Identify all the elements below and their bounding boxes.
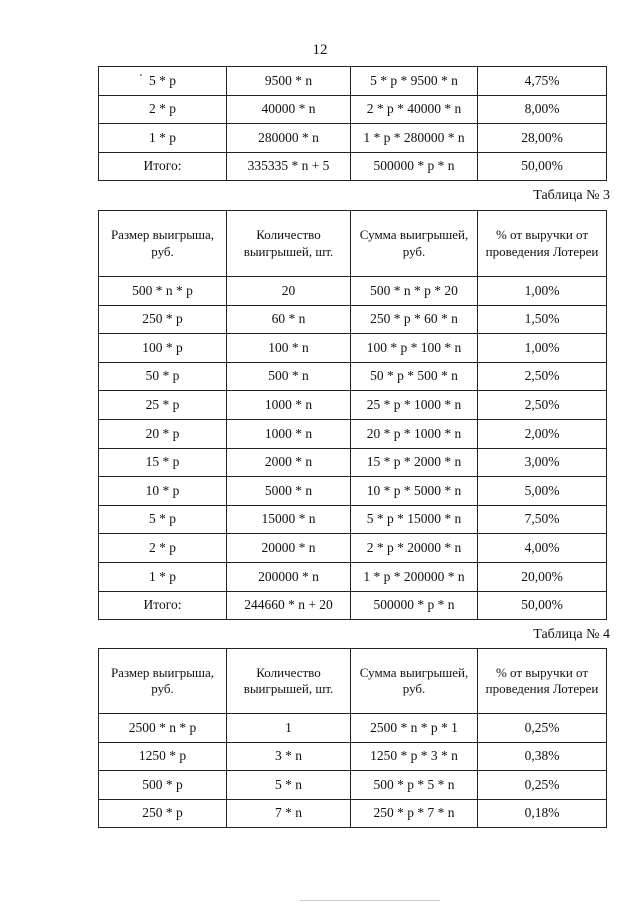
- table-3-body: [99, 211, 607, 620]
- table-cell: 40000 * n: [227, 95, 351, 124]
- table-cell: 0,25%: [478, 714, 607, 743]
- table-row: [99, 124, 607, 153]
- table-cell: 50 * p * 500 * n: [351, 362, 478, 391]
- table-row: [99, 714, 607, 743]
- table-cell: 1,00%: [478, 277, 607, 306]
- table-continuation-body: [99, 67, 607, 181]
- table-row: [99, 534, 607, 563]
- table-cell: 250 * p * 7 * n: [351, 799, 478, 828]
- table-cell: Итого:: [99, 591, 227, 620]
- table-cell: 20000 * n: [227, 534, 351, 563]
- table-4-body: [99, 649, 607, 828]
- table-cell: 500 * p * 5 * n: [351, 771, 478, 800]
- table-cell: 2 * p: [99, 95, 227, 124]
- table-cell: 1250 * p: [99, 742, 227, 771]
- table-cell: 200000 * n: [227, 562, 351, 591]
- table-cell: 2000 * n: [227, 448, 351, 477]
- table-cell: 15 * p * 2000 * n: [351, 448, 478, 477]
- table-cell: 8,00%: [478, 95, 607, 124]
- table-cell: 500 * n * p: [99, 277, 227, 306]
- table-cell: 1250 * p * 3 * n: [351, 742, 478, 771]
- table-cell: 500 * n: [227, 362, 351, 391]
- page-number: 12: [312, 42, 328, 58]
- header-cell: Сумма выигрышей, руб.: [351, 211, 478, 277]
- table-cell: 50,00%: [478, 591, 607, 620]
- table-row: [99, 799, 607, 828]
- table-cell: 15000 * n: [227, 505, 351, 534]
- header-cell: % от выручки от проведения Лотереи: [478, 211, 607, 277]
- table-cell: 1 * p: [99, 562, 227, 591]
- table-row: [99, 448, 607, 477]
- table-cell: 0,25%: [478, 771, 607, 800]
- table-cell: 7,50%: [478, 505, 607, 534]
- table-row: [99, 419, 607, 448]
- table-cell: 244660 * n + 20: [227, 591, 351, 620]
- table-cell: 3 * n: [227, 742, 351, 771]
- header-cell: Размер выигрыша, руб.: [99, 211, 227, 277]
- table-cell: 5000 * n: [227, 477, 351, 506]
- table-cell: 20 * p * 1000 * n: [351, 419, 478, 448]
- table-cell: 2,00%: [478, 419, 607, 448]
- table-cell: 1000 * n: [227, 391, 351, 420]
- table-cell: 7 * n: [227, 799, 351, 828]
- table-cell: 2 * p * 20000 * n: [351, 534, 478, 563]
- table-cell: 100 * n: [227, 334, 351, 363]
- table-cell: 1 * p * 280000 * n: [351, 124, 478, 153]
- table-3-caption: Таблица № 3: [533, 188, 610, 203]
- table-4: [98, 648, 607, 828]
- table-cell: 100 * p * 100 * n: [351, 334, 478, 363]
- table-cell: 1: [227, 714, 351, 743]
- table-row: [99, 95, 607, 124]
- table-cell: 10 * p: [99, 477, 227, 506]
- table-cell: 1 * p * 200000 * n: [351, 562, 478, 591]
- table-row: [99, 334, 607, 363]
- table-row: [99, 152, 607, 181]
- table-cell: 4,00%: [478, 534, 607, 563]
- table-cell: 280000 * n: [227, 124, 351, 153]
- table-row: [99, 67, 607, 96]
- table-row: [99, 771, 607, 800]
- table-cell: 3,00%: [478, 448, 607, 477]
- table-cell: 2 * p: [99, 534, 227, 563]
- table-row: [99, 477, 607, 506]
- table-cell: 500000 * p * n: [351, 152, 478, 181]
- table-cell: 500 * n * p * 20: [351, 277, 478, 306]
- table-cell: 2,50%: [478, 362, 607, 391]
- table-cell: Итого:: [99, 152, 227, 181]
- table-3: [98, 210, 607, 620]
- table-row: [99, 591, 607, 620]
- table-row: [99, 305, 607, 334]
- table-cell: 25 * p: [99, 391, 227, 420]
- table-cell: 5 * n: [227, 771, 351, 800]
- table-row: [99, 362, 607, 391]
- table-cell: 28,00%: [478, 124, 607, 153]
- table-cell: 20,00%: [478, 562, 607, 591]
- table-cell: 2 * p * 40000 * n: [351, 95, 478, 124]
- header-cell: % от выручки от проведения Лотереи: [478, 649, 607, 714]
- table-row: [99, 277, 607, 306]
- table-cell: 20: [227, 277, 351, 306]
- header-cell: Сумма выигрышей, руб.: [351, 649, 478, 714]
- header-cell: Количество выигрышей, шт.: [227, 649, 351, 714]
- table-cell: 4,75%: [478, 67, 607, 96]
- table-cell: 5 * p: [99, 505, 227, 534]
- table-cell: 1 * p: [99, 124, 227, 153]
- table-cell: 9500 * n: [227, 67, 351, 96]
- table-header-row: [99, 211, 607, 277]
- table-cell: 500 * p: [99, 771, 227, 800]
- scan-edge-line: [300, 900, 440, 901]
- table-cell: 50 * p: [99, 362, 227, 391]
- table-cell: 250 * p * 60 * n: [351, 305, 478, 334]
- header-cell: Размер выигрыша, руб.: [99, 649, 227, 714]
- table-cell: 1,50%: [478, 305, 607, 334]
- table-cell: 5 * p * 9500 * n: [351, 67, 478, 96]
- table-cell: 0,38%: [478, 742, 607, 771]
- table-cell: 0,18%: [478, 799, 607, 828]
- table-row: [99, 742, 607, 771]
- table-cell: 5 * p * 15000 * n: [351, 505, 478, 534]
- table-cell: 2500 * n * p: [99, 714, 227, 743]
- table-cell: 1,00%: [478, 334, 607, 363]
- table-4-caption: Таблица № 4: [533, 627, 610, 642]
- table-cell: 60 * n: [227, 305, 351, 334]
- table-row: [99, 391, 607, 420]
- header-cell: Количество выигрышей, шт.: [227, 211, 351, 277]
- table-cell: 500000 * p * n: [351, 591, 478, 620]
- table-header-row: [99, 649, 607, 714]
- table-cell: 2500 * n * p * 1: [351, 714, 478, 743]
- table-cell: 100 * p: [99, 334, 227, 363]
- table-continuation: [98, 66, 607, 181]
- table-row: [99, 562, 607, 591]
- table-cell: 10 * p * 5000 * n: [351, 477, 478, 506]
- table-row: [99, 505, 607, 534]
- table-cell: 1000 * n: [227, 419, 351, 448]
- table-cell: 5,00%: [478, 477, 607, 506]
- table-cell: 20 * p: [99, 419, 227, 448]
- table-cell: 50,00%: [478, 152, 607, 181]
- table-cell: 2,50%: [478, 391, 607, 420]
- table-cell: 5 * p: [99, 67, 227, 96]
- table-cell: 250 * p: [99, 799, 227, 828]
- table-cell: 250 * p: [99, 305, 227, 334]
- table-cell: 15 * p: [99, 448, 227, 477]
- table-cell: 25 * p * 1000 * n: [351, 391, 478, 420]
- table-cell: 335335 * n + 5: [227, 152, 351, 181]
